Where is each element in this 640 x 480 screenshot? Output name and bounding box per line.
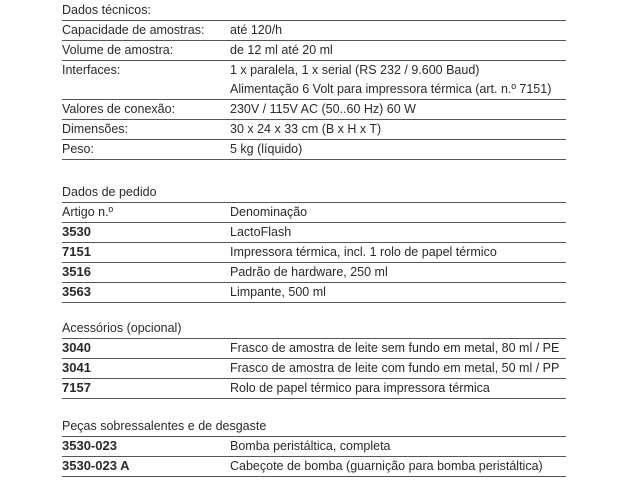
- table-row: [62, 378, 566, 399]
- tech-label: Interfaces:: [62, 63, 121, 77]
- table-row: [62, 222, 566, 243]
- article-code: 7151: [62, 244, 91, 259]
- article-code: 3041: [62, 360, 91, 375]
- tech-row: [62, 99, 566, 120]
- article-code: 7157: [62, 380, 91, 395]
- article-code: 3530: [62, 224, 91, 239]
- tech-label: Capacidade de amostras:: [62, 23, 205, 37]
- article-name: LactoFlash: [230, 225, 292, 239]
- table-row: [62, 436, 566, 457]
- tech-value: 30 x 24 x 33 cm (B x H x T): [230, 122, 382, 136]
- tech-title: Dados técnicos:: [62, 3, 151, 17]
- accessories-title-row: [62, 318, 566, 339]
- spares-title: Peças sobressalentes e de desgaste: [62, 419, 267, 433]
- tech-value: de 12 ml até 20 ml: [230, 43, 333, 57]
- table-row: [62, 262, 566, 283]
- article-code: 3563: [62, 284, 91, 299]
- tech-value: 5 kg (líquido): [230, 142, 303, 156]
- table-row: [62, 282, 566, 303]
- tech-value: 230V / 115V AC (50..60 Hz) 60 W: [230, 102, 416, 116]
- article-name: Bomba peristáltica, completa: [230, 439, 391, 453]
- article-name: Frasco de amostra de leite com fundo em metal, 50 ml / PP: [230, 361, 560, 375]
- tech-row: [62, 20, 566, 41]
- tech-row: [62, 40, 566, 61]
- tech-label: Valores de conexão:: [62, 102, 176, 116]
- column-header-name: Denominação: [230, 205, 308, 219]
- table-row: [62, 358, 566, 379]
- tech-row: [62, 139, 566, 160]
- accessories-title: Acessórios (opcional): [62, 321, 182, 335]
- article-name: Frasco de amostra de leite sem fundo em metal, 80 ml / PE: [230, 341, 560, 355]
- tech-row: [62, 60, 566, 80]
- tech-label: Peso:: [62, 142, 94, 156]
- article-name: Rolo de papel térmico para impressora térmica: [230, 381, 490, 395]
- article-code: 3040: [62, 340, 91, 355]
- table-row: [62, 338, 566, 359]
- order-title-row: [62, 182, 566, 203]
- table-row: [62, 456, 566, 477]
- tech-row: [62, 119, 566, 140]
- table-row: [62, 242, 566, 263]
- column-header-article: Artigo n.º: [62, 205, 114, 219]
- tech-label: Volume de amostra:: [62, 43, 174, 57]
- tech-value: Alimentação 6 Volt para impressora térmica (art. n.º 7151): [230, 82, 552, 96]
- order-header-row: [62, 202, 566, 223]
- tech-title-row: [62, 0, 566, 21]
- article-code: 3530-023 A: [62, 458, 130, 473]
- article-name: Impressora térmica, incl. 1 rolo de papel térmico: [230, 245, 497, 259]
- tech-label: Dimensões:: [62, 122, 128, 136]
- article-code: 3516: [62, 264, 91, 279]
- article-code: 3530-023: [62, 438, 117, 453]
- tech-value: 1 x paralela, 1 x serial (RS 232 / 9.600 Baud): [230, 63, 480, 77]
- article-name: Cabeçote de bomba (guarnição para bomba peristáltica): [230, 459, 543, 473]
- article-name: Limpante, 500 ml: [230, 285, 326, 299]
- tech-row: [62, 79, 566, 100]
- tech-value: até 120/h: [230, 23, 283, 37]
- spares-title-row: [62, 416, 566, 437]
- article-name: Padrão de hardware, 250 ml: [230, 265, 388, 279]
- order-title: Dados de pedido: [62, 185, 157, 199]
